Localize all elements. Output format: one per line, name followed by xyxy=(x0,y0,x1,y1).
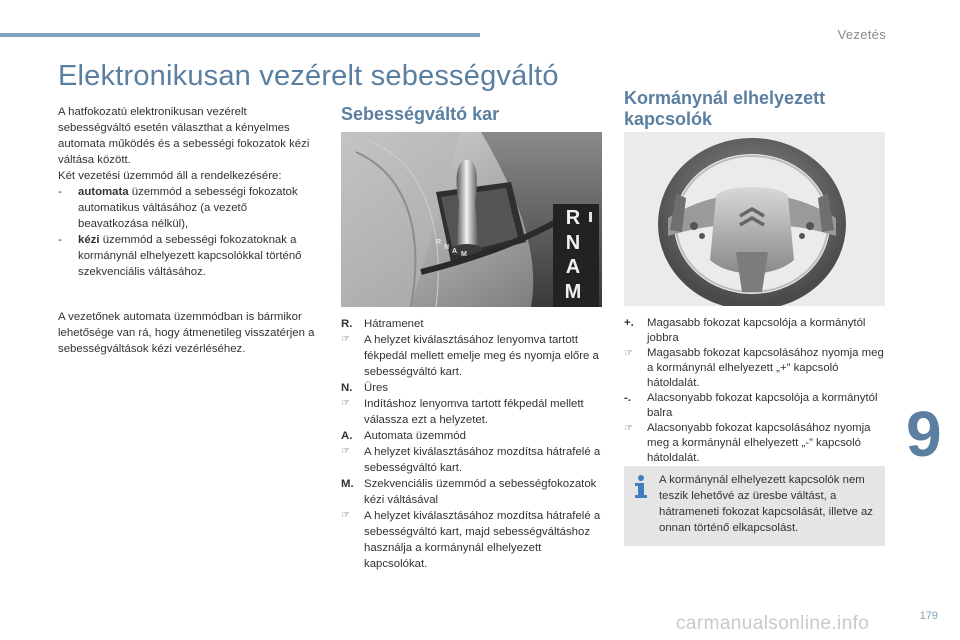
paddle-row-plus-instruction: ☞ Magasabb fokozat kapcsolásához nyomja meg a kormánynál elhelyezett „+” kapcsoló hátoldalát. xyxy=(624,347,884,389)
pointer-icon: ☞ xyxy=(341,510,350,521)
gear-position-letters xyxy=(553,206,593,304)
pointer-icon: ☞ xyxy=(341,334,350,345)
steering-wheel-drawing xyxy=(624,132,885,306)
override-paragraph: A vezetőnek automata üzemmódban is bármikor lehetősége van rá, hogy átmenetileg visszatérjen a sebességváltások kézi vezérléséhez. xyxy=(58,311,315,355)
gear-lever-illustration xyxy=(341,132,602,307)
gear-letter-a: A xyxy=(565,256,581,278)
svg-text:A: A xyxy=(452,248,458,255)
watermark: carmanualsonline.info xyxy=(676,613,870,634)
chapter-number: 9 xyxy=(906,398,942,470)
mode-item-automatic: - automata üzemmód a sebességi fokozatok automatikus váltásához (a vezető beavatkozása nélkül), xyxy=(58,186,298,230)
gear-letter-n: N xyxy=(565,231,581,254)
page-title: Elektronikusan vezérelt sebességváltó xyxy=(58,60,559,92)
pointer-icon: ☞ xyxy=(341,446,350,457)
intro-modes-lead: Két vezetési üzemmód áll a rendelkezésére: xyxy=(58,170,282,182)
info-note-text: A kormánynál elhelyezett kapcsolók nem teszik lehetővé az üresbe váltást, a hátrameneti fokozat kapcsolását, illetve az onnan történő elkapcsolást. xyxy=(659,474,874,534)
gear-row-m-instruction: ☞ A helyzet kiválasztásához mozdítsa hátrafelé a sebességváltó kart, majd sebességváltáshoz használja a kormánynál elhelyezett kapcsolókat. xyxy=(341,510,601,570)
pointer-icon: ☞ xyxy=(624,423,633,434)
gear-positions-list xyxy=(341,316,603,572)
gear-row-m: M. Szekvenciális üzemmód a sebességfokozatok kézi váltásával xyxy=(341,478,597,506)
steering-wheel-illustration xyxy=(624,132,885,306)
svg-text:N: N xyxy=(444,244,450,251)
steering-paddles-heading: Kormánynál elhelyezett kapcsolók xyxy=(624,88,826,129)
svg-text:R: R xyxy=(436,239,442,246)
mode-item-manual: - kézi üzemmód a sebességi fokozatoknak a kormánynál elhelyezett kapcsolókkal történő szekvenciális váltásához. xyxy=(58,234,302,278)
svg-text:M: M xyxy=(461,251,467,258)
intro-column xyxy=(58,104,316,357)
intro-paragraph: A hatfokozatú elektronikusan vezérelt sebességváltó esetén választhat a kényelmes automata működés és a sebességi fokozatok kézi váltása között. xyxy=(58,106,310,166)
gear-letter-m: M xyxy=(564,280,582,303)
section-label: Vezetés xyxy=(837,27,886,42)
gear-row-n: N. Üres xyxy=(341,382,389,394)
gear-row-a-instruction: ☞ A helyzet kiválasztásához mozdítsa hátrafelé a sebességváltó kart. xyxy=(341,446,601,474)
paddle-row-plus: +. Magasabb fokozat kapcsolója a kormánytól jobbra xyxy=(624,317,866,344)
pointer-icon: ☞ xyxy=(341,398,350,409)
gear-letter-r: R xyxy=(565,207,581,229)
gear-row-r: R. Hátramenet xyxy=(341,318,424,330)
info-icon xyxy=(632,474,650,500)
page-number: 179 xyxy=(919,610,938,622)
gear-row-r-instruction: ☞ A helyzet kiválasztásához lenyomva tartott fékpedál mellett emelje meg és nyomja előre a sebességváltó kart. xyxy=(341,334,599,378)
info-note xyxy=(624,466,885,546)
paddle-list xyxy=(624,316,886,466)
gear-lever-heading: Sebességváltó kar xyxy=(341,104,500,124)
gear-row-a: A. Automata üzemmód xyxy=(341,430,466,442)
header-bar xyxy=(0,33,480,37)
paddle-row-minus: -. Alacsonyabb fokozat kapcsolója a kormánytól balra xyxy=(624,392,878,419)
pointer-icon: ☞ xyxy=(624,348,633,359)
paddle-row-minus-instruction: ☞ Alacsonyabb fokozat kapcsolásához nyomja meg a kormánynál elhelyezett „-” kapcsoló hátoldalát. xyxy=(624,422,871,464)
gear-row-n-instruction: ☞ Indításhoz lenyomva tartott fékpedál mellett válassza ezt a helyzetet. xyxy=(341,398,584,426)
